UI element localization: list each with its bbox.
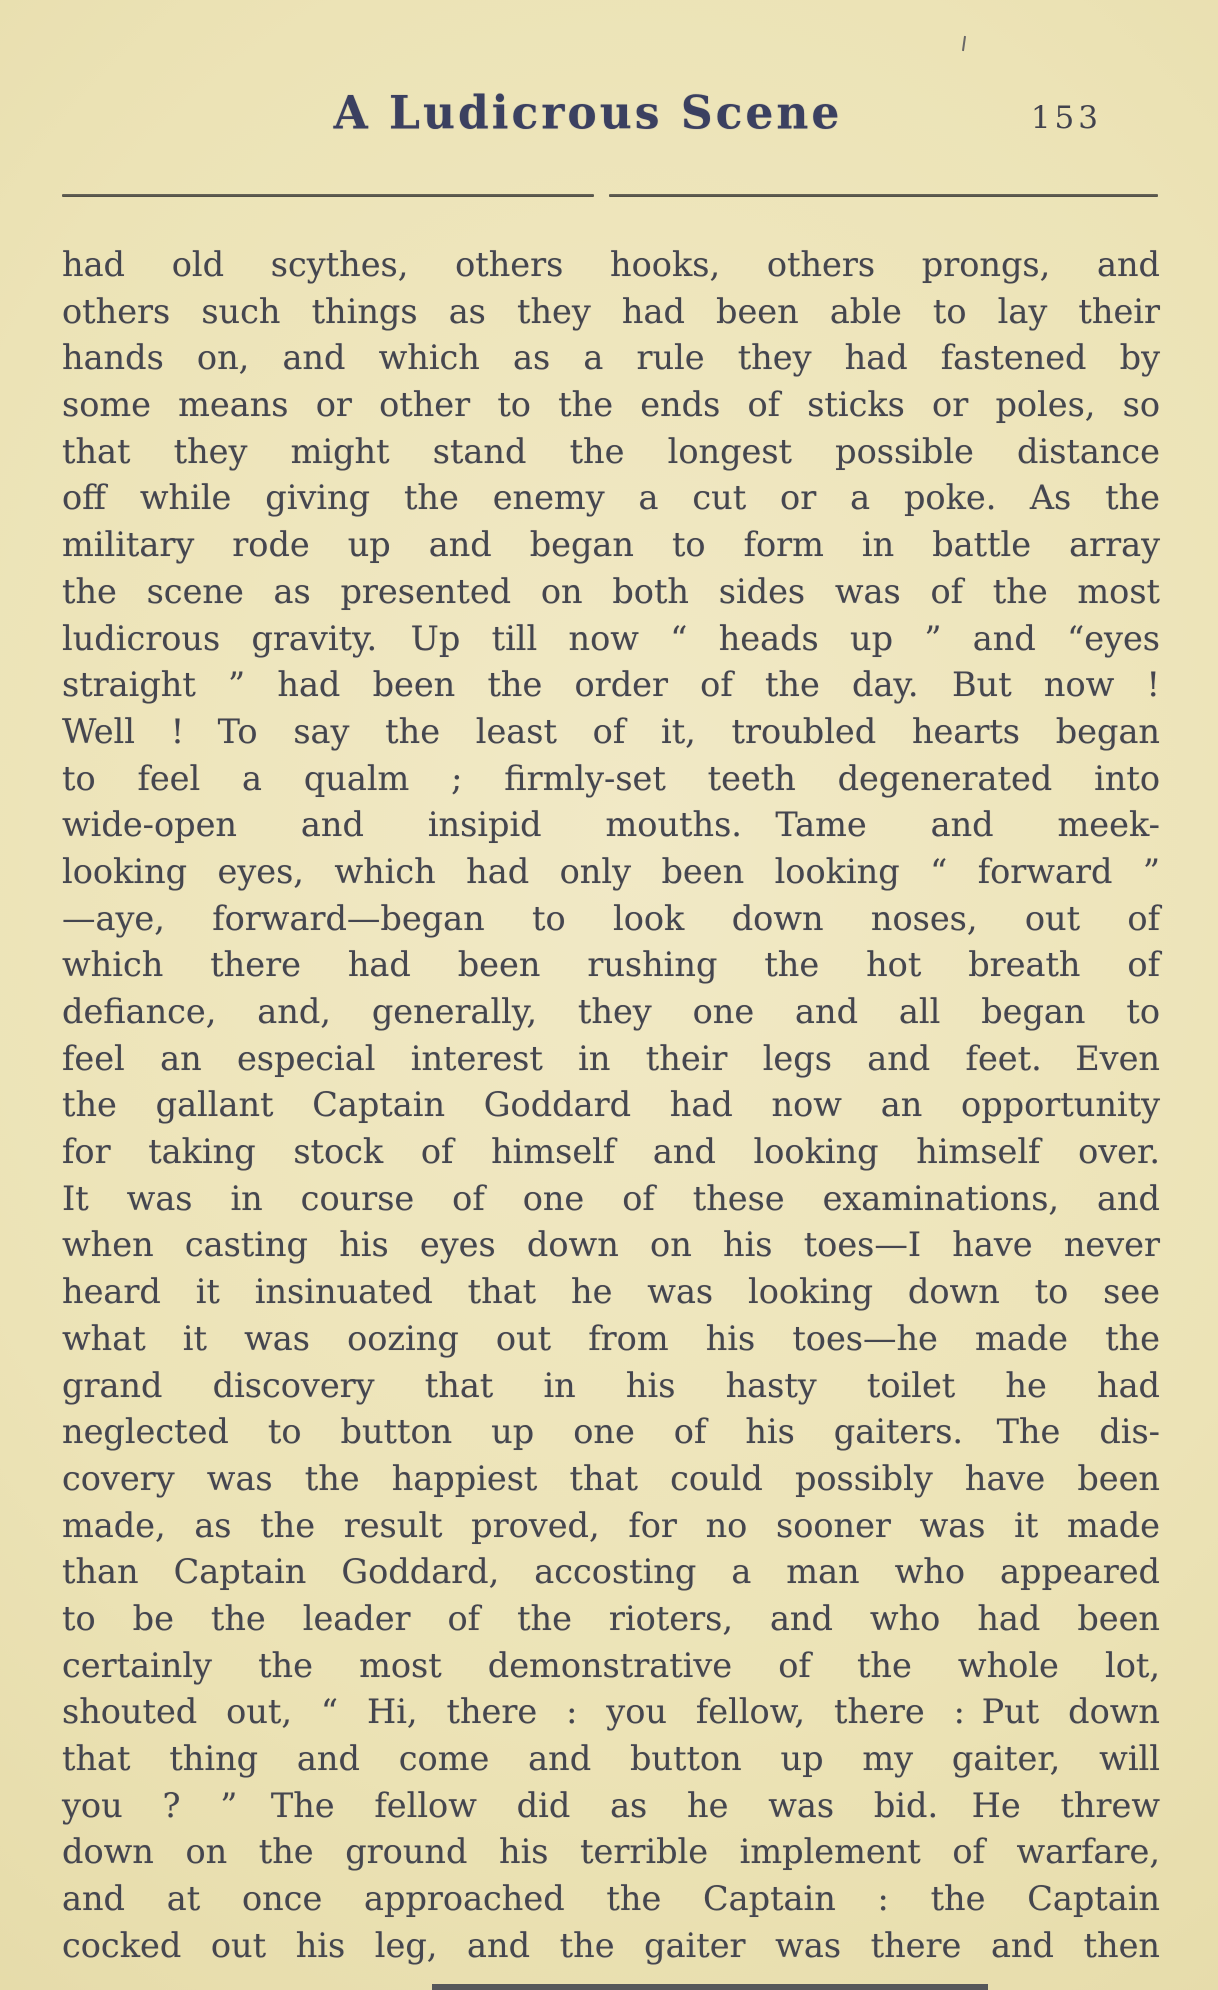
text-line: It was in course of one of these examinations, and (62, 1178, 1160, 1218)
text-line: to feel a qualm ; firmly-set teeth degenerated into (62, 758, 1160, 798)
text-line: what it was oozing out from his toes—he made the (62, 1318, 1160, 1358)
chapter-running-title: A Ludicrous Scene (333, 86, 843, 141)
text-line: heard it insinuated that he was looking down to see (62, 1272, 1160, 1312)
text-line: the gallant Captain Goddard had now an opportunity (62, 1085, 1160, 1125)
text-line: military rode up and began to form in battle array (62, 525, 1160, 565)
text-line: that they might stand the longest possible distance (62, 431, 1160, 471)
running-head (0, 88, 1218, 158)
text-line: others such things as they had been able to lay their (62, 291, 1160, 331)
text-line: that thing and come and button up my gaiter, will (62, 1739, 1160, 1778)
text-line: when casting his eyes down on his toes—I have never (62, 1225, 1160, 1265)
text-line: cocked out his leg, and the gaiter was there and then (62, 1925, 1160, 1965)
text-line: looking eyes, which had only been looking “ forward ” (62, 851, 1160, 891)
text-line: defiance, and, generally, they one and all began to (62, 992, 1160, 1031)
text-line: had old scythes, others hooks, others prongs, and (62, 245, 1160, 284)
text-line: —aye, forward—began to look down noses, out of (62, 898, 1160, 938)
text-line: some means or other to the ends of sticks or poles, so (62, 385, 1160, 425)
text-line: Well ! To say the least of it, troubled hearts began (62, 711, 1160, 751)
text-line: for taking stock of himself and looking himself over. (62, 1132, 1160, 1172)
text-line: grand discovery that in his hasty toilet he had (62, 1365, 1160, 1405)
text-line: the scene as presented on both sides was of the most (62, 571, 1160, 611)
body-text (62, 242, 1160, 1969)
text-line: made, as the result proved, for no sooner was it made (62, 1505, 1160, 1545)
text-line: straight ” had been the order of the day. But now ! (62, 665, 1160, 705)
scan-artifact-tick (962, 36, 966, 51)
text-line: to be the leader of the rioters, and who had been (62, 1598, 1160, 1638)
scan-edge-strip (432, 1984, 988, 1990)
text-line: which there had been rushing the hot breath of (62, 945, 1160, 985)
header-rule-left-segment (62, 194, 594, 197)
text-line: ludicrous gravity. Up till now “ heads up ” and “eyes (62, 618, 1160, 658)
text-line: shouted out, “ Hi, there : you fellow, there : Put down (62, 1692, 1160, 1732)
text-line: than Captain Goddard, accosting a man who appeared (62, 1552, 1160, 1592)
text-line: certainly the most demonstrative of the whole lot, (62, 1645, 1160, 1685)
text-line: covery was the happiest that could possibly have been (62, 1458, 1160, 1498)
page-number: 153 (1030, 100, 1102, 136)
text-line: feel an especial interest in their legs and feet. Even (62, 1038, 1160, 1078)
text-line: down on the ground his terrible implement of warfare, (62, 1832, 1160, 1872)
text-line: and at once approached the Captain : the Captain (62, 1879, 1160, 1919)
text-line: you ? ” The fellow did as he was bid. He threw (62, 1785, 1160, 1825)
text-line: wide-open and insipid mouths. Tame and meek- (62, 805, 1160, 845)
header-rule-right-segment (609, 194, 1158, 197)
text-line: off while giving the enemy a cut or a poke. As the (62, 478, 1160, 518)
text-line: hands on, and which as a rule they had fastened by (62, 338, 1160, 378)
header-rule (62, 194, 1158, 197)
text-line: neglected to button up one of his gaiters. The dis- (62, 1412, 1160, 1452)
